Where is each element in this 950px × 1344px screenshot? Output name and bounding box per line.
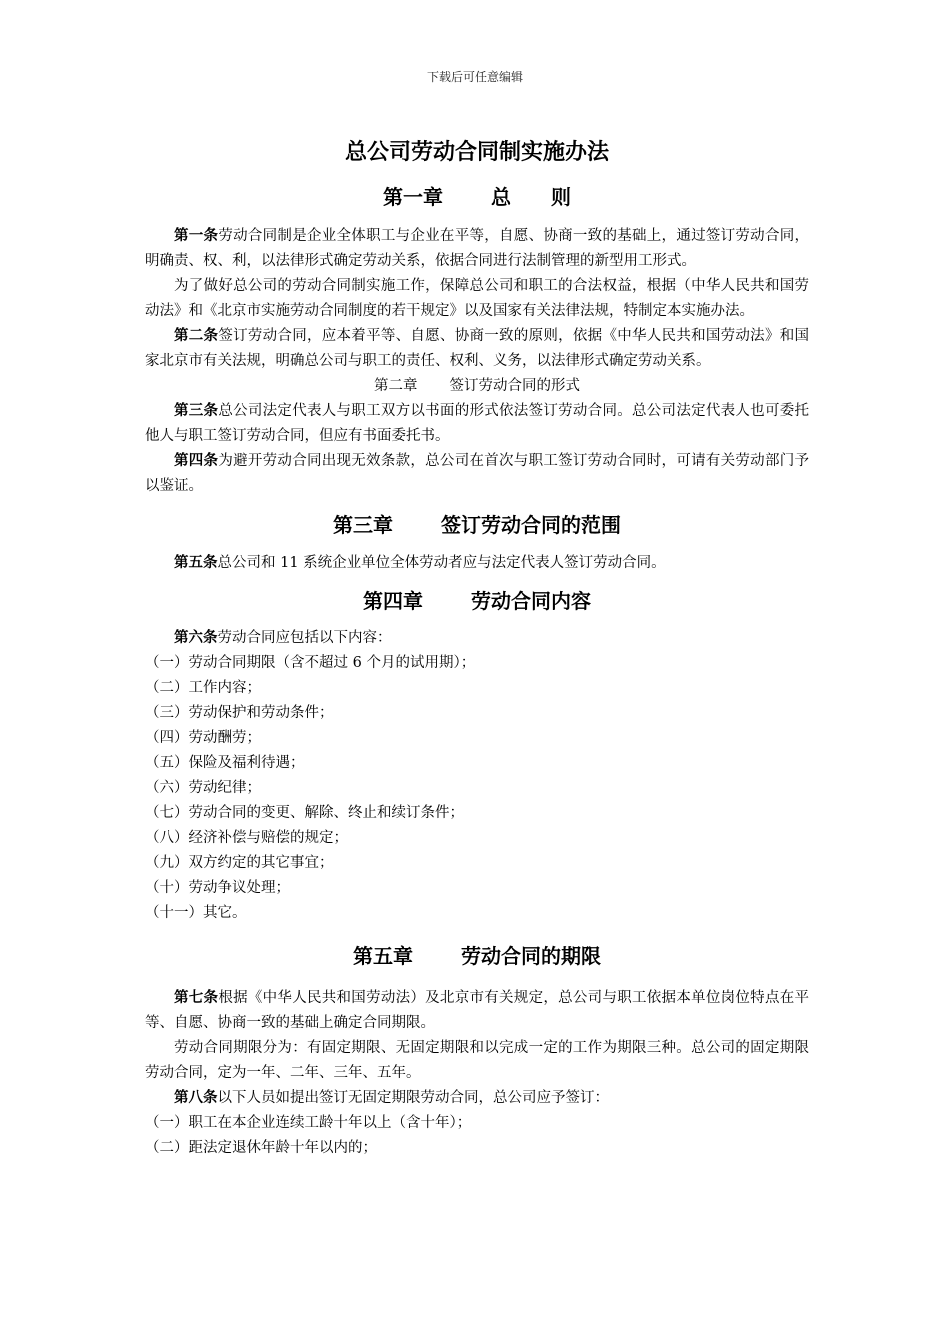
paragraph: 为了做好总公司的劳动合同制实施工作，保障总公司和职工的合法权益，根据（中华人民共和国劳动法》和《北京市实施劳动合同制度的若干规定》以及国家有关法律法规，特制定本实施办法。 bbox=[145, 278, 809, 319]
chapter-name: 劳动合同的期限 bbox=[461, 944, 601, 968]
chapter-label: 第二章 bbox=[374, 378, 418, 394]
chapter-label: 第五章 bbox=[353, 944, 413, 968]
list-item: （十一）其它。 bbox=[145, 905, 247, 921]
chapter-label: 第三章 bbox=[333, 513, 393, 537]
article-text: 劳动合同应包括以下内容： bbox=[217, 630, 392, 646]
article-text: 总公司和 11 系统企业单位全体劳动者应与法定代表人签订劳动合同。 bbox=[217, 555, 666, 571]
list-item: （十）劳动争议处理； bbox=[145, 880, 290, 896]
list-item: （二）工作内容； bbox=[145, 680, 261, 696]
article-6 bbox=[145, 626, 809, 651]
article-5 bbox=[145, 551, 809, 576]
article-8-list bbox=[145, 1111, 809, 1161]
article-label: 第一条 bbox=[174, 228, 219, 244]
article-label: 第三条 bbox=[174, 403, 219, 419]
chapter-name: 劳动合同内容 bbox=[471, 589, 591, 613]
chapter-4-heading bbox=[145, 576, 809, 626]
list-item: （一）劳动合同期限（含不超过 6 个月的试用期）； bbox=[145, 655, 476, 671]
article-label: 第二条 bbox=[174, 328, 219, 344]
page-header: 下载后可任意编辑 bbox=[426, 70, 523, 84]
list-item: （二）距法定退休年龄十年以内的； bbox=[145, 1140, 377, 1156]
chapter-3-heading bbox=[145, 499, 809, 551]
list-item: （四）劳动酬劳； bbox=[145, 730, 261, 746]
document-body bbox=[145, 136, 809, 1161]
document-title: 总公司劳动合同制实施办法 bbox=[344, 140, 609, 165]
list-item: （一）职工在本企业连续工龄十年以上（含十年）； bbox=[145, 1115, 472, 1131]
article-label: 第七条 bbox=[174, 990, 219, 1006]
article-6-list bbox=[145, 651, 809, 926]
article-label: 第六条 bbox=[174, 630, 218, 646]
list-item: （九）双方约定的其它事宜； bbox=[145, 855, 334, 871]
chapter-name: 签订劳动合同的范围 bbox=[441, 513, 621, 537]
article-2 bbox=[145, 324, 809, 374]
chapter-label: 第一章 bbox=[383, 185, 443, 209]
article-4 bbox=[145, 449, 809, 499]
chapter-name: 总 则 bbox=[491, 185, 571, 209]
list-item: （三）劳动保护和劳动条件； bbox=[145, 705, 334, 721]
article-label: 第四条 bbox=[174, 453, 219, 469]
article-text: 劳动合同制是企业全体职工与企业在平等，自愿、协商一致的基础上，通过签订劳动合同，明确责、权、利，以法律形式确定劳动关系，依据合同进行法制管理的新型用工形式。 bbox=[145, 228, 810, 269]
chapter-1-heading bbox=[145, 170, 809, 224]
list-item: （六）劳动纪律； bbox=[145, 780, 261, 796]
paragraph: 劳动合同期限分为：有固定期限、无固定期限和以完成一定的工作为期限三种。总公司的固定期限劳动合同，定为一年、二年、三年、五年。 bbox=[145, 1040, 809, 1081]
chapter-label: 第四章 bbox=[363, 589, 423, 613]
article-8 bbox=[145, 1086, 809, 1111]
article-text: 签订劳动合同，应本着平等、自愿、协商一致的原则，依据《中华人民共和国劳动法》和国家北京市有关法规，明确总公司与职工的责任、权利、义务，以法律形式确定劳动关系。 bbox=[145, 328, 810, 369]
chapter-name: 签订劳动合同的形式 bbox=[449, 378, 580, 394]
article-3 bbox=[145, 399, 809, 449]
article-text: 总公司法定代表人与职工双方以书面的形式依法签订劳动合同。总公司法定代表人也可委托他人与职工签订劳动合同，但应有书面委托书。 bbox=[145, 403, 810, 444]
article-7 bbox=[145, 986, 809, 1036]
list-item: （五）保险及福利待遇； bbox=[145, 755, 305, 771]
chapter-5-heading bbox=[145, 926, 809, 986]
article-text: 以下人员如提出签订无固定期限劳动合同，总公司应予签订： bbox=[217, 1090, 609, 1106]
article-1 bbox=[145, 224, 809, 274]
article-text: 根据《中华人民共和国劳动法）及北京市有关规定，总公司与职工依据本单位岗位特点在平等、自愿、协商一致的基础上确定合同期限。 bbox=[145, 990, 810, 1031]
article-text: 为避开劳动合同出现无效条款，总公司在首次与职工签订劳动合同时，可请有关劳动部门予以鉴证。 bbox=[145, 453, 810, 494]
list-item: （七）劳动合同的变更、解除、终止和续订条件； bbox=[145, 805, 464, 821]
article-label: 第八条 bbox=[174, 1090, 218, 1106]
chapter-2-heading bbox=[145, 374, 809, 399]
article-label: 第五条 bbox=[174, 555, 218, 571]
list-item: （八）经济补偿与赔偿的规定； bbox=[145, 830, 348, 846]
